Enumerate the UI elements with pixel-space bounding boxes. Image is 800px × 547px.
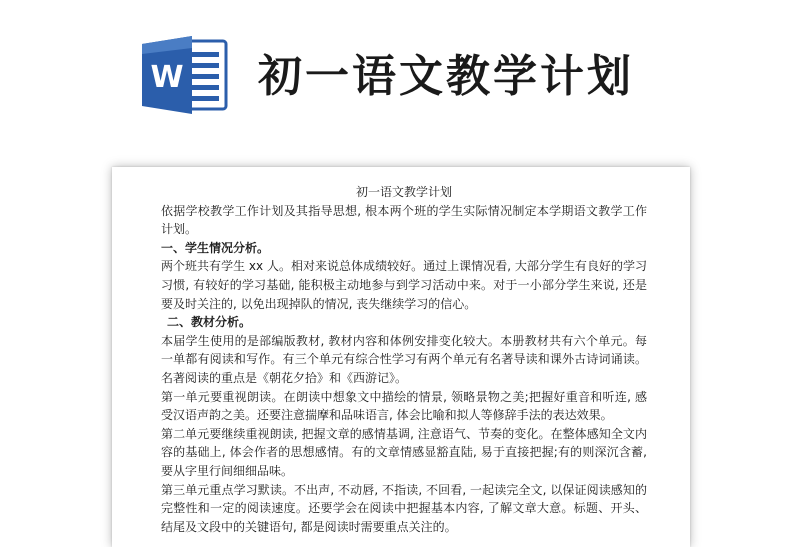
word-document-icon: [140, 34, 232, 116]
paragraph-textbook: 本届学生使用的是部编版教材, 教材内容和体例安排变化较大。本册教材共有六个单元。每一单都有阅读和写作。有三个单元有综合性学习有两个单元有名著导读和课外古诗词诵读。名著阅读的重点是《朝花夕拾》和《西游记》。: [161, 333, 647, 385]
paragraph-intro: 依据学校教学工作计划及其指导思想, 根本两个班的学生实际情况制定本学期语文教学工作计划。: [161, 203, 647, 237]
paragraph-students: 两个班共有学生 xx 人。相对来说总体成绩较好。通过上课情况看, 大部分学生有良好的学习习惯, 有较好的学习基础, 能积极主动地参与到学习活动中来。对于一小部分学生来说, 还是要及时关注的, 以免出现掉队的情况, 丧失继续学习的信心。: [161, 259, 647, 311]
paragraph-unit-3: 第三单元重点学习默读。不出声, 不动唇, 不指读, 不回看, 一起读完全文, 以保证阅读感知的完整性和一定的阅读速度。还要学会在阅读中把握基本内容, 了解文章大意。标题、开头、结尾及文段中的关键语句, 都是阅读时需要重点关注的。: [161, 482, 647, 534]
banner-title: 初一语文教学计划: [258, 51, 634, 102]
word-icon-letter: W: [150, 60, 184, 95]
paragraph-unit-1: 第一单元要重视朗读。在朗读中想象文中描绘的情景, 领略景物之美;把握好重音和听连, 感受汉语声韵之美。还要注意揣摩和品味语言, 体会比喻和拟人等修辞手法的表达效果。: [161, 389, 647, 423]
banner: [0, 0, 800, 150]
document-title: 初一语文教学计划: [355, 185, 452, 199]
paragraph-unit-2: 第二单元要继续重视朗读, 把握文章的感情基调, 注意语气、节奏的变化。在整体感知全文内容的基础上, 体会作者的思想感情。有的文章情感显豁直陆, 易于直接把握;有的则深沉含蓄, 要从字里行间细细品味。: [161, 426, 647, 478]
section-heading-textbook: 二、教材分析。: [167, 315, 252, 330]
section-heading-students: 一、学生情况分析。: [161, 240, 270, 255]
document-page: [112, 167, 690, 547]
document-body: [161, 183, 647, 536]
